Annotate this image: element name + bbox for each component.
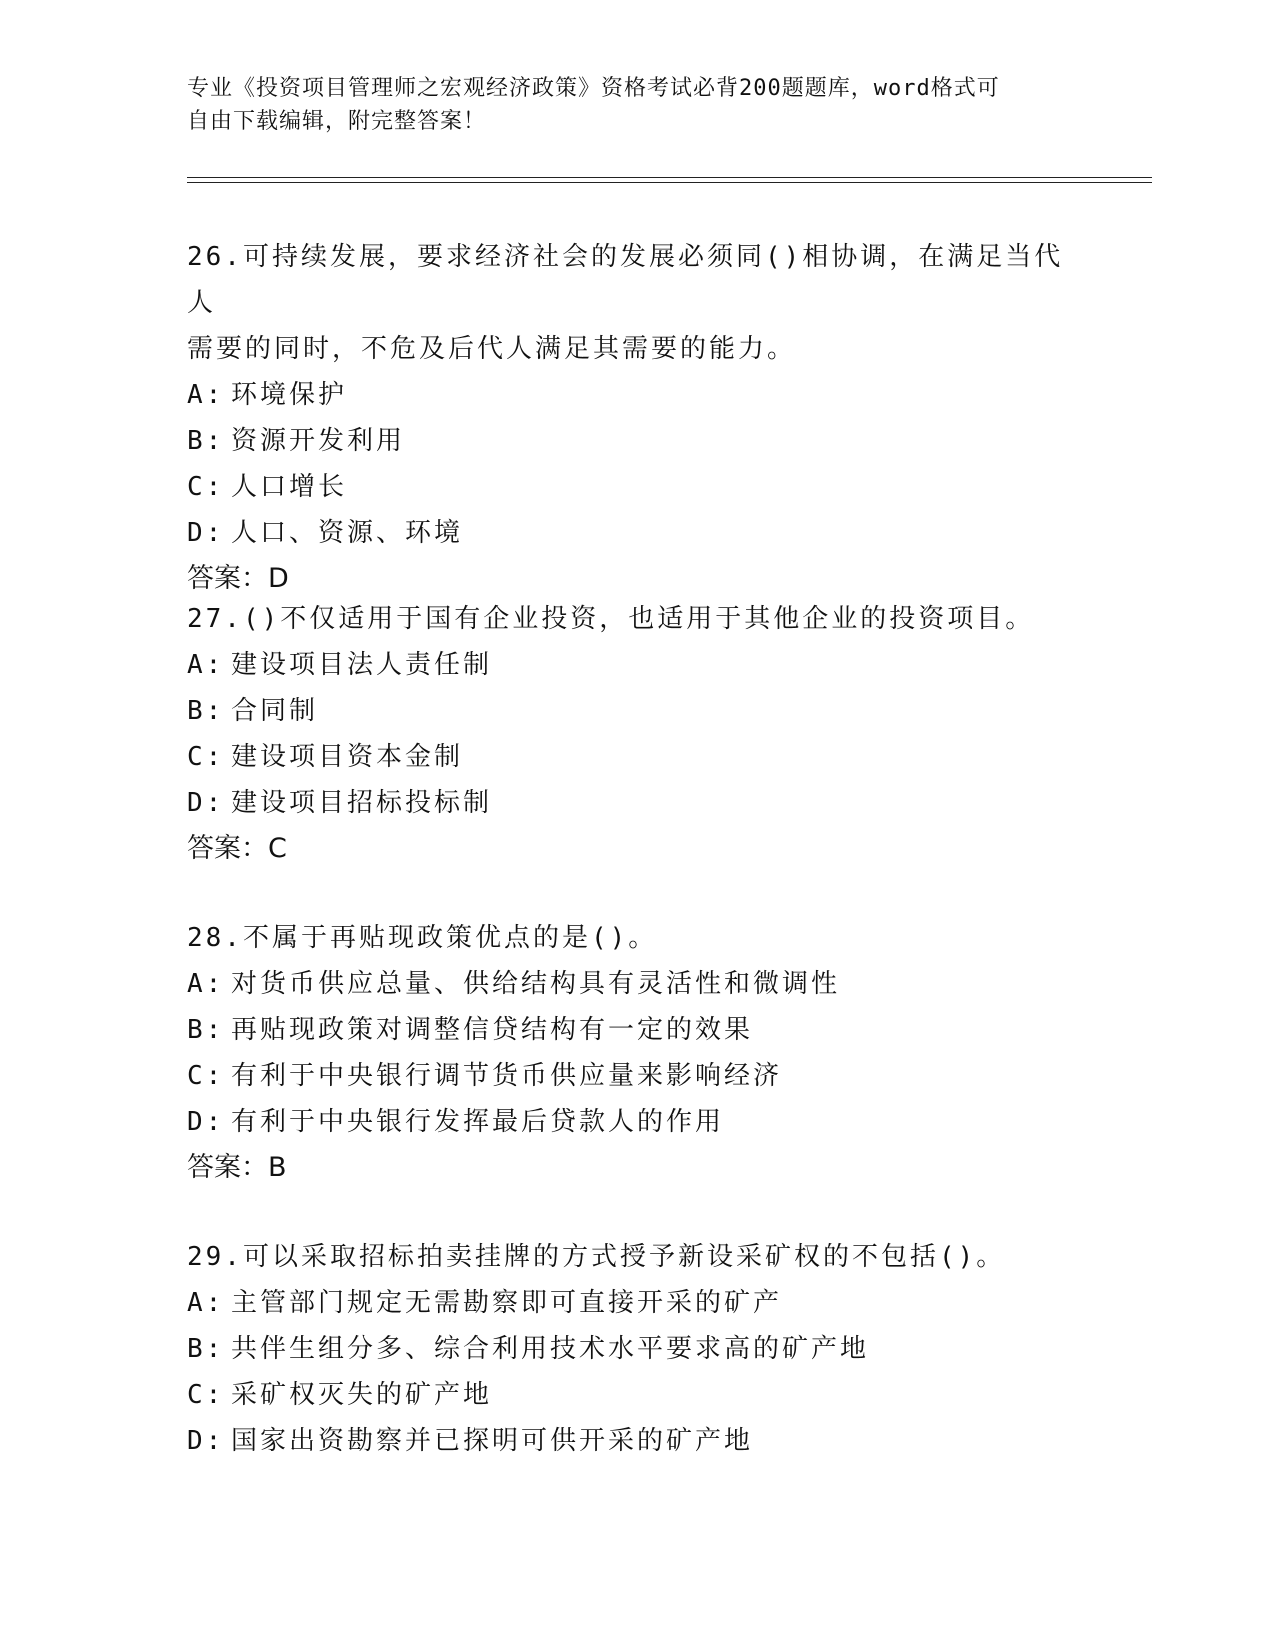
option-text: 有利于中央银行调节货币供应量来影响经济: [231, 1061, 783, 1091]
option-b: [187, 1326, 1087, 1372]
option-b: [187, 688, 1087, 734]
option-d: [187, 510, 1087, 556]
option-letter: B:: [187, 696, 225, 726]
option-text: 合同制: [231, 696, 319, 726]
option-c: [187, 1053, 1087, 1099]
option-letter: A:: [187, 380, 225, 410]
option-text: 国家出资勘察并已探明可供开采的矿产地: [231, 1426, 754, 1456]
answer-line: 答案：C: [187, 833, 287, 864]
option-text: 采矿权灭失的矿产地: [231, 1380, 493, 1410]
question-stem-continued: 需要的同时，不危及后代人满足其需要的能力。: [187, 334, 797, 364]
option-letter: A:: [187, 969, 225, 999]
option-letter: C:: [187, 1061, 225, 1091]
option-a: [187, 642, 1087, 688]
option-letter: B:: [187, 1334, 225, 1364]
option-letter: B:: [187, 426, 225, 456]
option-d: [187, 1099, 1087, 1145]
option-text: 人口增长: [231, 472, 348, 502]
option-text: 主管部门规定无需勘察即可直接开采的矿产: [231, 1288, 783, 1318]
question-28: [187, 915, 1087, 1191]
option-a: [187, 961, 1087, 1007]
option-text: 建设项目资本金制: [231, 742, 464, 772]
question-26: [187, 234, 1087, 602]
option-text: 有利于中央银行发挥最后贷款人的作用: [231, 1107, 725, 1137]
option-a: [187, 1280, 1087, 1326]
option-c: [187, 1372, 1087, 1418]
option-letter: C:: [187, 472, 225, 502]
header-line-2: 自由下载编辑，附完整答案！: [187, 109, 487, 134]
option-text: 共伴生组分多、综合利用技术水平要求高的矿产地: [231, 1334, 870, 1364]
option-text: 对货币供应总量、供给结构具有灵活性和微调性: [231, 969, 841, 999]
option-b: [187, 1007, 1087, 1053]
option-letter: B:: [187, 1015, 225, 1045]
question-stem: 27.()不仅适用于国有企业投资，也适用于其他企业的投资项目。: [187, 604, 1035, 634]
question-stem: 29.可以采取招标拍卖挂牌的方式授予新设采矿权的不包括()。: [187, 1242, 1006, 1272]
question-27: [187, 596, 1087, 872]
option-letter: D:: [187, 1107, 225, 1137]
option-b: [187, 418, 1087, 464]
header-divider-top: [187, 177, 1152, 178]
option-c: [187, 464, 1087, 510]
option-d: [187, 1418, 1087, 1464]
option-d: [187, 780, 1087, 826]
document-header: [187, 72, 1087, 138]
option-letter: C:: [187, 1380, 225, 1410]
question-stem: 26.可持续发展，要求经济社会的发展必须同()相协调，在满足当代人: [187, 242, 1064, 318]
answer-line: 答案：B: [187, 1152, 287, 1183]
question-29: [187, 1234, 1087, 1464]
option-letter: D:: [187, 518, 225, 548]
question-stem: 28.不属于再贴现政策优点的是()。: [187, 923, 658, 953]
option-text: 建设项目招标投标制: [231, 788, 493, 818]
option-letter: C:: [187, 742, 225, 772]
answer-line: 答案：D: [187, 563, 289, 594]
option-c: [187, 734, 1087, 780]
header-line-1: 专业《投资项目管理师之宏观经济政策》资格考试必背200题题库，word格式可: [187, 76, 1000, 101]
option-text: 再贴现政策对调整信贷结构有一定的效果: [231, 1015, 754, 1045]
option-letter: A:: [187, 650, 225, 680]
option-letter: D:: [187, 788, 225, 818]
option-text: 环境保护: [231, 380, 348, 410]
option-text: 人口、资源、环境: [231, 518, 464, 548]
option-text: 资源开发利用: [231, 426, 406, 456]
option-text: 建设项目法人责任制: [231, 650, 493, 680]
option-letter: D:: [187, 1426, 225, 1456]
option-letter: A:: [187, 1288, 225, 1318]
header-divider-bottom: [187, 182, 1152, 183]
option-a: [187, 372, 1087, 418]
